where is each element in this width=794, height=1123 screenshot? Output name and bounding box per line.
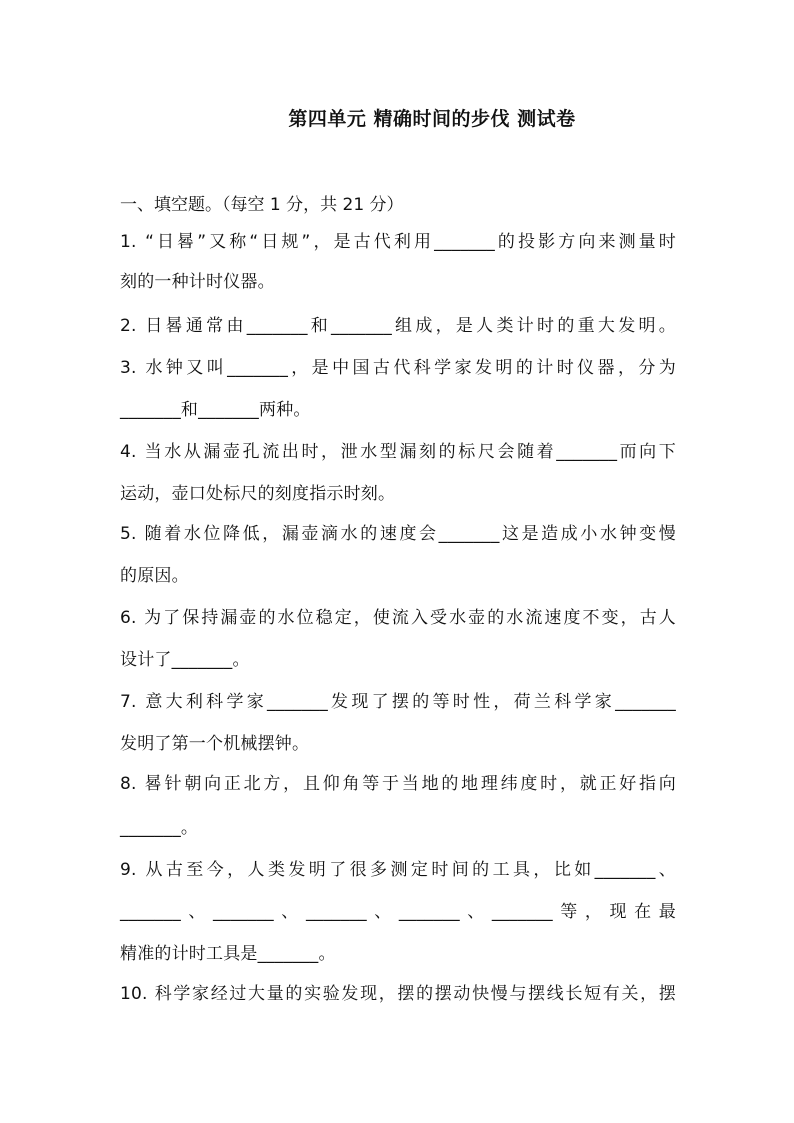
- question-10-line-1: 10. 科学家经过大量的实验发现，摆的摆动快慢与摆线长短有关，摆: [120, 984, 676, 1004]
- question-3-line-2: _______和_______两种。: [120, 400, 311, 420]
- section-heading-fill-in-blanks: 一、填空题。（每空 1 分，共 21 分）: [120, 195, 404, 215]
- page-title: 第四单元 精确时间的步伐 测试卷: [288, 108, 576, 130]
- question-2-line-1: 2. 日晷通常由_______和_______组成，是人类计时的重大发明。: [120, 316, 676, 336]
- question-4-line-2: 运动，壶口处标尺的刻度指示时刻。: [120, 484, 396, 504]
- question-9-line-1: 9. 从古至今，人类发明了很多测定时间的工具，比如_______、: [120, 860, 676, 880]
- question-5-line-2: 的原因。: [120, 566, 189, 586]
- question-9-line-2: _______、_______、_______、_______、_______等，现在最: [120, 902, 676, 922]
- question-3-line-1: 3. 水钟又叫_______，是中国古代科学家发明的计时仪器，分为: [120, 358, 676, 378]
- question-1-line-1: 1. “日晷”又称“日规”，是古代利用_______的投影方向来测量时: [120, 232, 676, 252]
- question-5-line-1: 5. 随着水位降低，漏壶滴水的速度会_______这是造成小水钟变慢: [120, 524, 676, 544]
- question-9-line-3: 精准的计时工具是_______。: [120, 944, 336, 964]
- question-7-line-2: 发明了第一个机械摆钟。: [120, 734, 310, 754]
- question-8-line-2: _______。: [120, 818, 199, 838]
- question-6-line-2: 设计了_______。: [120, 650, 250, 670]
- question-4-line-1: 4. 当水从漏壶孔流出时，泄水型漏刻的标尺会随着_______而向下: [120, 442, 676, 462]
- question-7-line-1: 7. 意大利科学家_______发现了摆的等时性，荷兰科学家_______: [120, 692, 676, 712]
- question-1-line-2: 刻的一种计时仪器。: [120, 272, 275, 292]
- question-6-line-1: 6. 为了保持漏壶的水位稳定，使流入受水壶的水流速度不变，古人: [120, 608, 676, 628]
- question-8-line-1: 8. 晷针朝向正北方，且仰角等于当地的地理纬度时，就正好指向: [120, 774, 676, 794]
